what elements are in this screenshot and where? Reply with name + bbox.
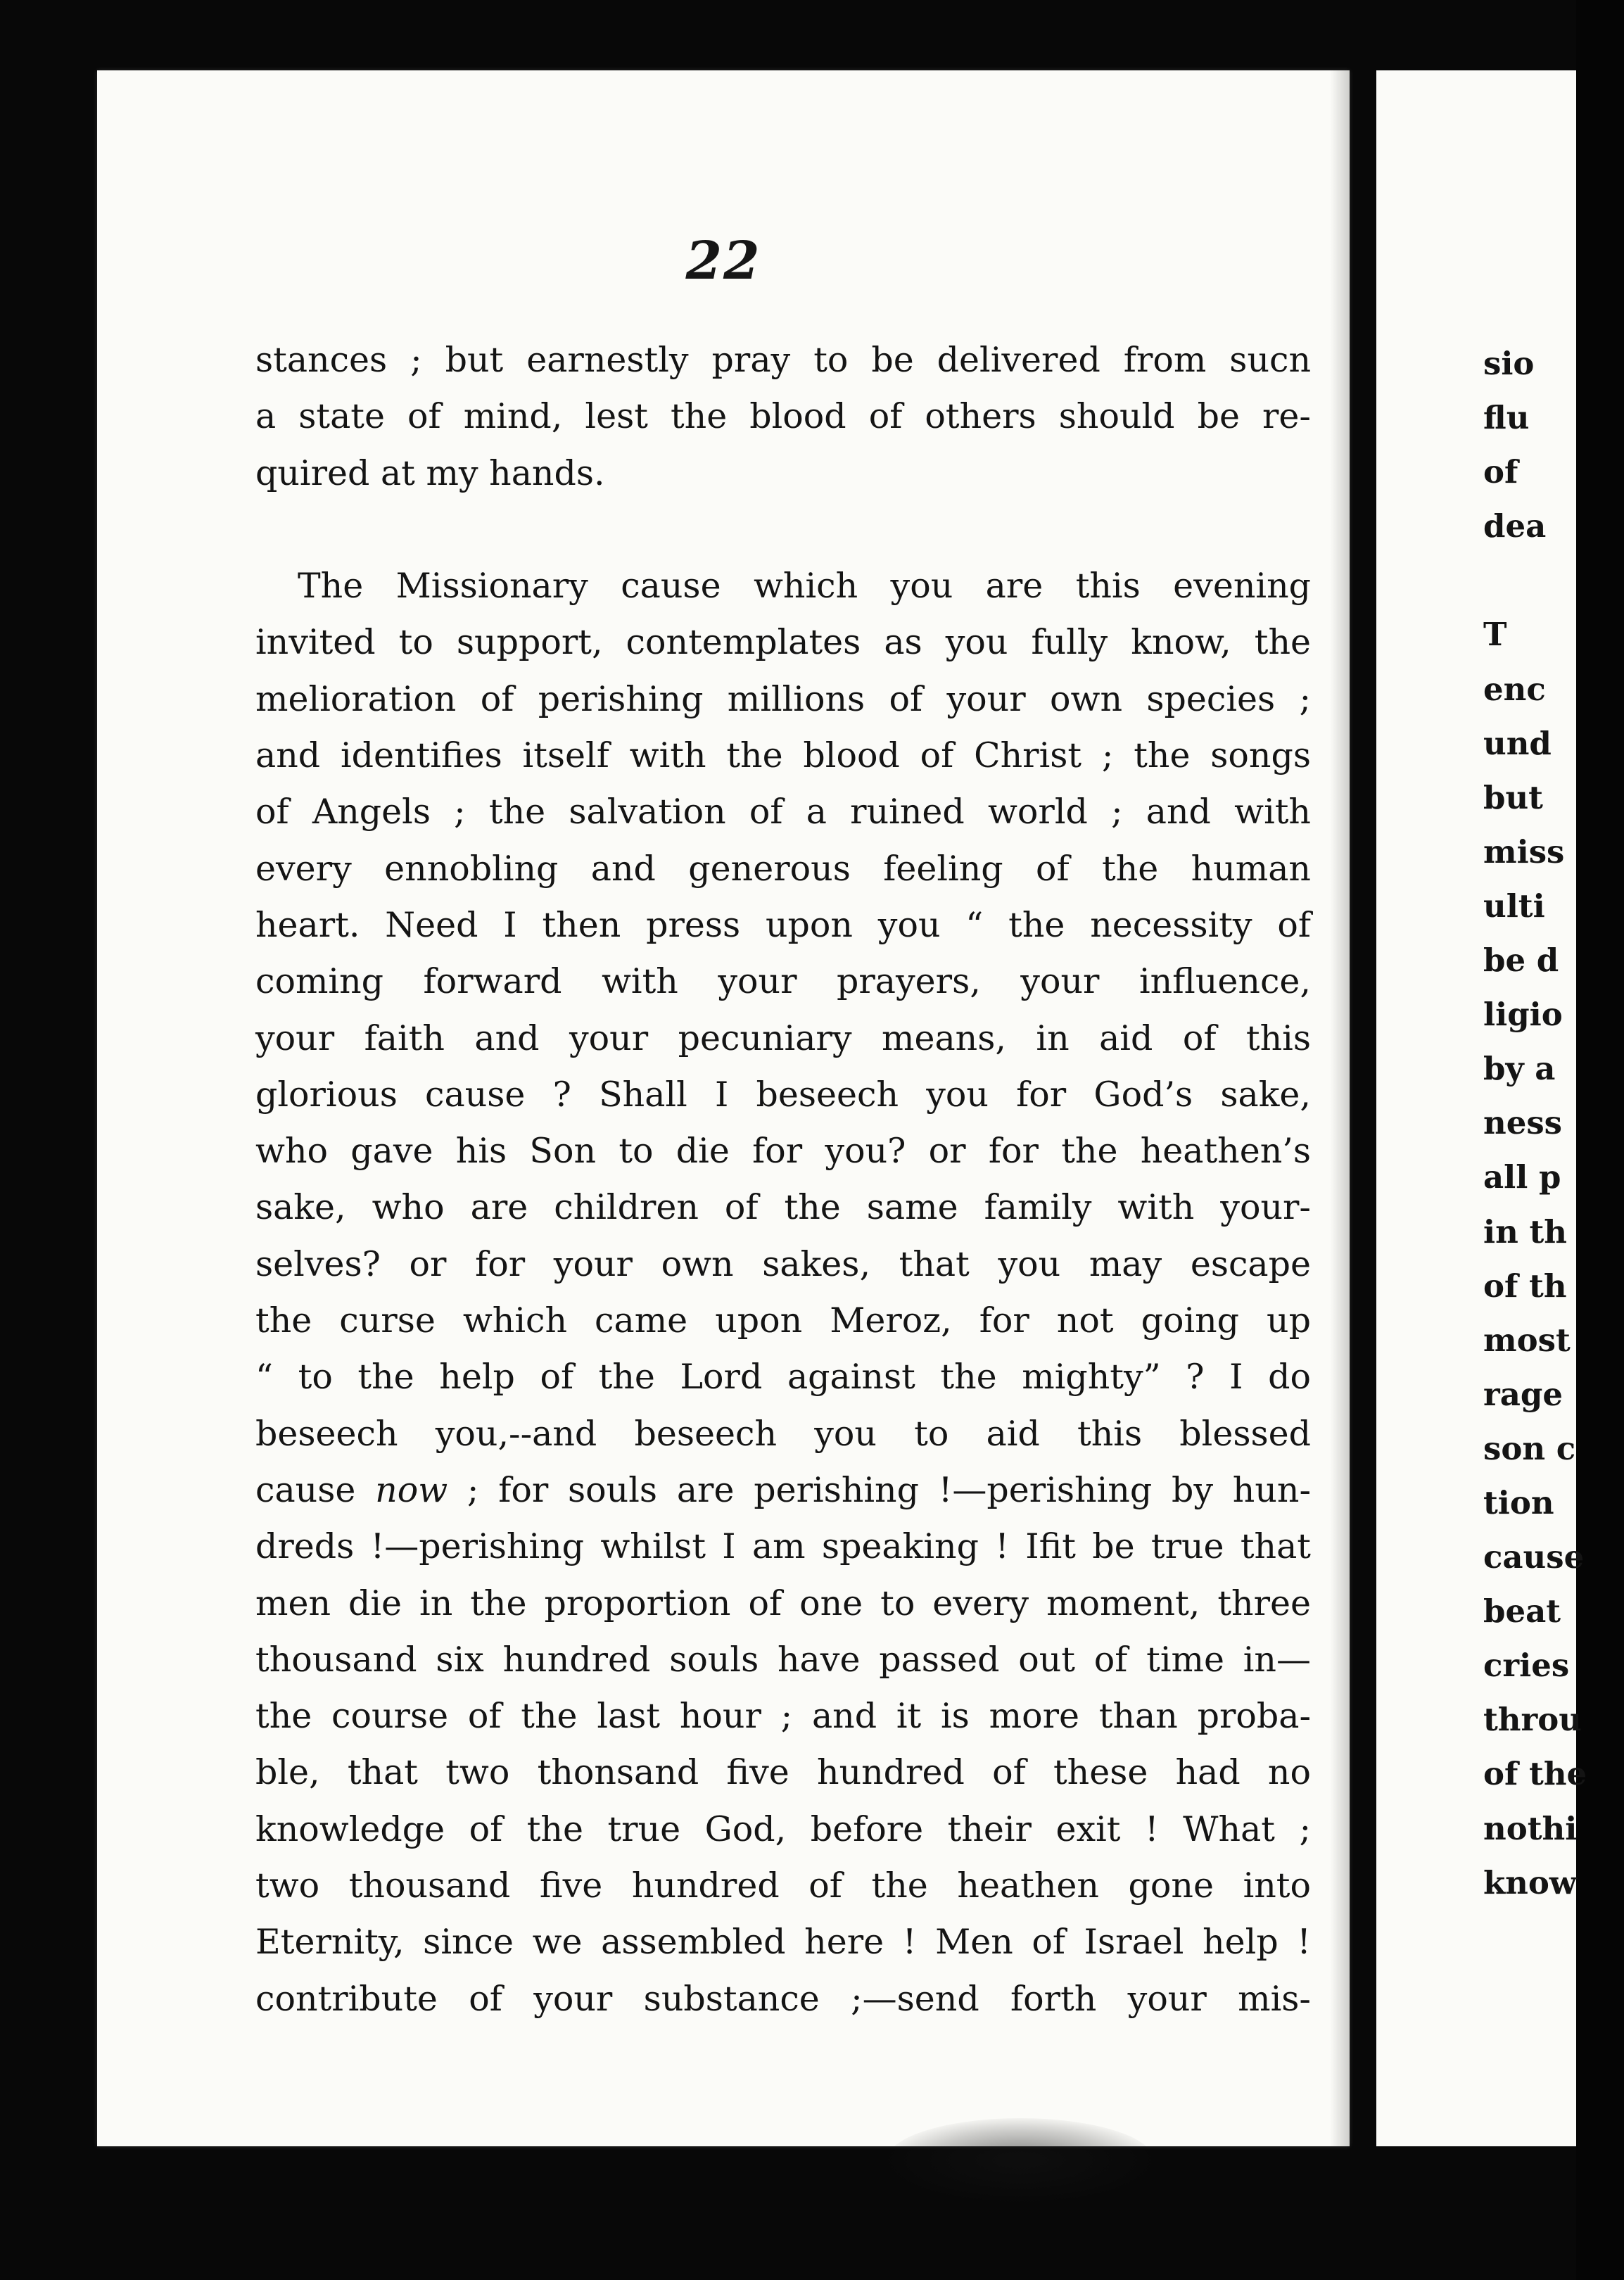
page-body-text	[255, 332, 1311, 2027]
emphasized-word: now	[375, 1469, 448, 1510]
text-line: Eternity, since we assembled here ! Men of Israel help !	[255, 1922, 1311, 1963]
text-fragment: throu	[1483, 1701, 1582, 1739]
text-line: and identifies itself with the blood of Christ ; the songs	[255, 735, 1311, 776]
text-fragment: cries	[1483, 1647, 1570, 1685]
text-fragment: enc	[1483, 670, 1546, 708]
text-line: invited to support, contemplates as you fully know, the	[255, 622, 1311, 663]
text-fragment: all p	[1483, 1158, 1561, 1196]
text-line: cause now ; for souls are perishing !—perishing by hun-	[255, 1469, 1312, 1510]
text-fragment: of th	[1483, 1267, 1567, 1305]
text-line: contribute of your substance ;—send forth your mis-	[255, 1978, 1311, 2019]
paragraph-break	[255, 502, 1311, 558]
text-line: the curse which came upon Meroz, for not going up	[255, 1300, 1311, 1341]
text-fragment: but	[1483, 778, 1543, 816]
text-line: ble, that two thonsand five hundred of these had no	[255, 1752, 1311, 1793]
text-fragment: son c	[1483, 1429, 1576, 1467]
text-fragment: ulti	[1483, 887, 1545, 925]
text-fragment: by a	[1483, 1050, 1556, 1088]
text-fragment: tion	[1483, 1483, 1554, 1521]
text-fragment: of the	[1483, 1755, 1587, 1793]
text-line: quired at my hands.	[255, 452, 605, 493]
text-fragment: nothi	[1483, 1809, 1578, 1847]
text-line: a state of mind, lest the blood of others should be re-	[255, 396, 1311, 437]
text-line: knowledge of the true God, before their exit ! What ;	[255, 1809, 1311, 1849]
page-gutter-shadow	[1330, 70, 1350, 2146]
text-line: men die in the proportion of one to every moment, three	[255, 1583, 1311, 1623]
text-line: stances ; but earnestly pray to be delivered from sucn	[255, 340, 1311, 380]
text-line: your faith and your pecuniary means, in aid of this	[255, 1018, 1311, 1058]
text-line: of Angels ; the salvation of a ruined world ; and with	[255, 792, 1311, 832]
text-line: glorious cause ? Shall I beseech you for God’s sake,	[255, 1074, 1311, 1115]
book-page-left	[97, 70, 1350, 2146]
text-line: dreds !—perishing whilst I am speaking ! Ifit be true that	[255, 1526, 1311, 1567]
text-fragment: miss	[1483, 832, 1565, 870]
text-fragment: know	[1483, 1863, 1577, 1901]
text-line: thousand six hundred souls have passed out of time in—	[255, 1639, 1311, 1680]
text-fragment: dea	[1483, 507, 1547, 545]
text-fragment: be d	[1483, 942, 1559, 980]
text-line: “ to the help of the Lord against the mighty” ? I do	[255, 1357, 1311, 1398]
text-fragment: ligio	[1483, 996, 1563, 1034]
text-line: melioration of perishing millions of your own species ;	[255, 678, 1311, 719]
book-page-right-edge	[1376, 70, 1587, 2146]
text-fragment: T	[1483, 616, 1507, 654]
text-line: The Missionary cause which you are this evening	[298, 566, 1311, 607]
text-fragment: flu	[1483, 399, 1530, 437]
page-number: 22	[685, 231, 761, 291]
text-fragment: most	[1483, 1321, 1571, 1359]
text-line: every ennobling and generous feeling of the human	[255, 848, 1311, 889]
ink-smudge	[887, 2118, 1154, 2203]
text-fragment: in th	[1483, 1212, 1567, 1250]
text-fragment: ness	[1483, 1104, 1563, 1142]
text-line: beseech you,--and beseech you to aid this blessed	[255, 1413, 1311, 1454]
text-line: coming forward with your prayers, your influence,	[255, 961, 1311, 1002]
text-line: who gave his Son to die for you? or for the heathen’s	[255, 1131, 1311, 1172]
text-fragment: rage	[1483, 1375, 1563, 1413]
text-line: heart. Need I then press upon you “ the necessity of	[255, 904, 1311, 945]
text-fragment: und	[1483, 724, 1552, 762]
text-fragment: sio	[1483, 345, 1535, 382]
text-fragment: beat	[1483, 1592, 1561, 1630]
text-fragment: cause	[1483, 1538, 1585, 1576]
right-page-fragments	[1483, 336, 1624, 1910]
text-fragment: of	[1483, 453, 1518, 491]
text-line: two thousand five hundred of the heathen gone into	[255, 1866, 1311, 1906]
text-line: sake, who are children of the same family with your-	[255, 1187, 1311, 1228]
text-line: the course of the last hour ; and it is more than proba-	[255, 1696, 1311, 1737]
text-fragment	[1483, 553, 1624, 607]
text-line: selves? or for your own sakes, that you may escape	[255, 1243, 1311, 1284]
